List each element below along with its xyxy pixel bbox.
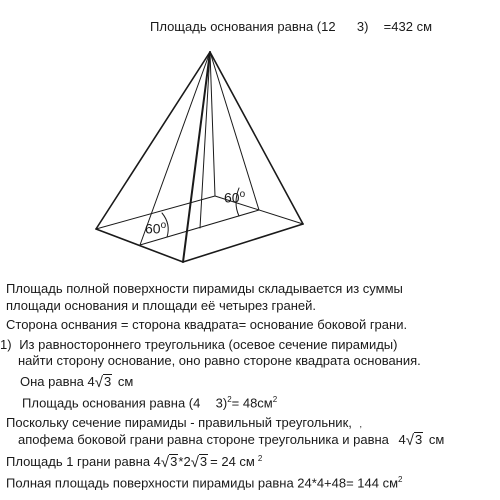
axial-section-left [140,52,210,245]
axial-section-right [210,52,259,210]
angle-label-right: 60$^o$ [224,189,246,206]
lateral-edge-back [210,52,215,196]
radical-sign: √ [160,454,170,471]
header-part-b: 3) [356,19,369,34]
text-line-2: площади основания и площади её четырез граней. [6,298,317,313]
pyramid-height [200,52,210,228]
degree-symbol-right: o [239,189,246,200]
text-line-7: Площадь основания равна (4 $3)^2= 48см^2$ [22,395,278,411]
text-line-11: Полная площадь поверхности пирамиды равна 24*4+48= 144 $см^2$ [6,475,403,491]
lateral-edge-front [183,52,210,262]
text-line-1: Площадь полной поверхности пирамиды складывается из суммы [6,281,403,296]
base-right-edge [183,224,303,262]
text-line-6: Она равна 4√3 см [20,374,134,391]
radical-sign: √ [190,454,199,471]
degree-symbol-left: o [160,220,167,231]
header-part-a: Площадь основания равна (12 [150,19,336,34]
angle-label-left: 60$^o$ [145,220,167,237]
radical-sign: √ [94,374,103,391]
radical-sign: √ [405,432,414,449]
text-line-3: Сторона оснвания = сторона квадрата= основание боковой грани. [6,317,408,332]
text-line-10: Площадь 1 грани равна 4√3*2√3 = 24 см $^2$ [6,453,263,471]
text-line-4-body: Из равностороннего треугольника (осевое сечение пирамиды) [19,337,398,352]
text-line-8: Поскольку сечение пирамиды - правильный треугольник, , [6,415,363,430]
text-line-5: найти сторону основание, оно равно стороне квадрата основания. [18,353,421,368]
text-line-9: апофема боковой грани равна стороне треугольника и равна 4√3 см [18,432,445,449]
text-line-4 [0,338,397,351]
base-front-edge [96,229,183,262]
header-part-c: =432 см [383,19,433,34]
list-number: 1) [0,337,12,352]
